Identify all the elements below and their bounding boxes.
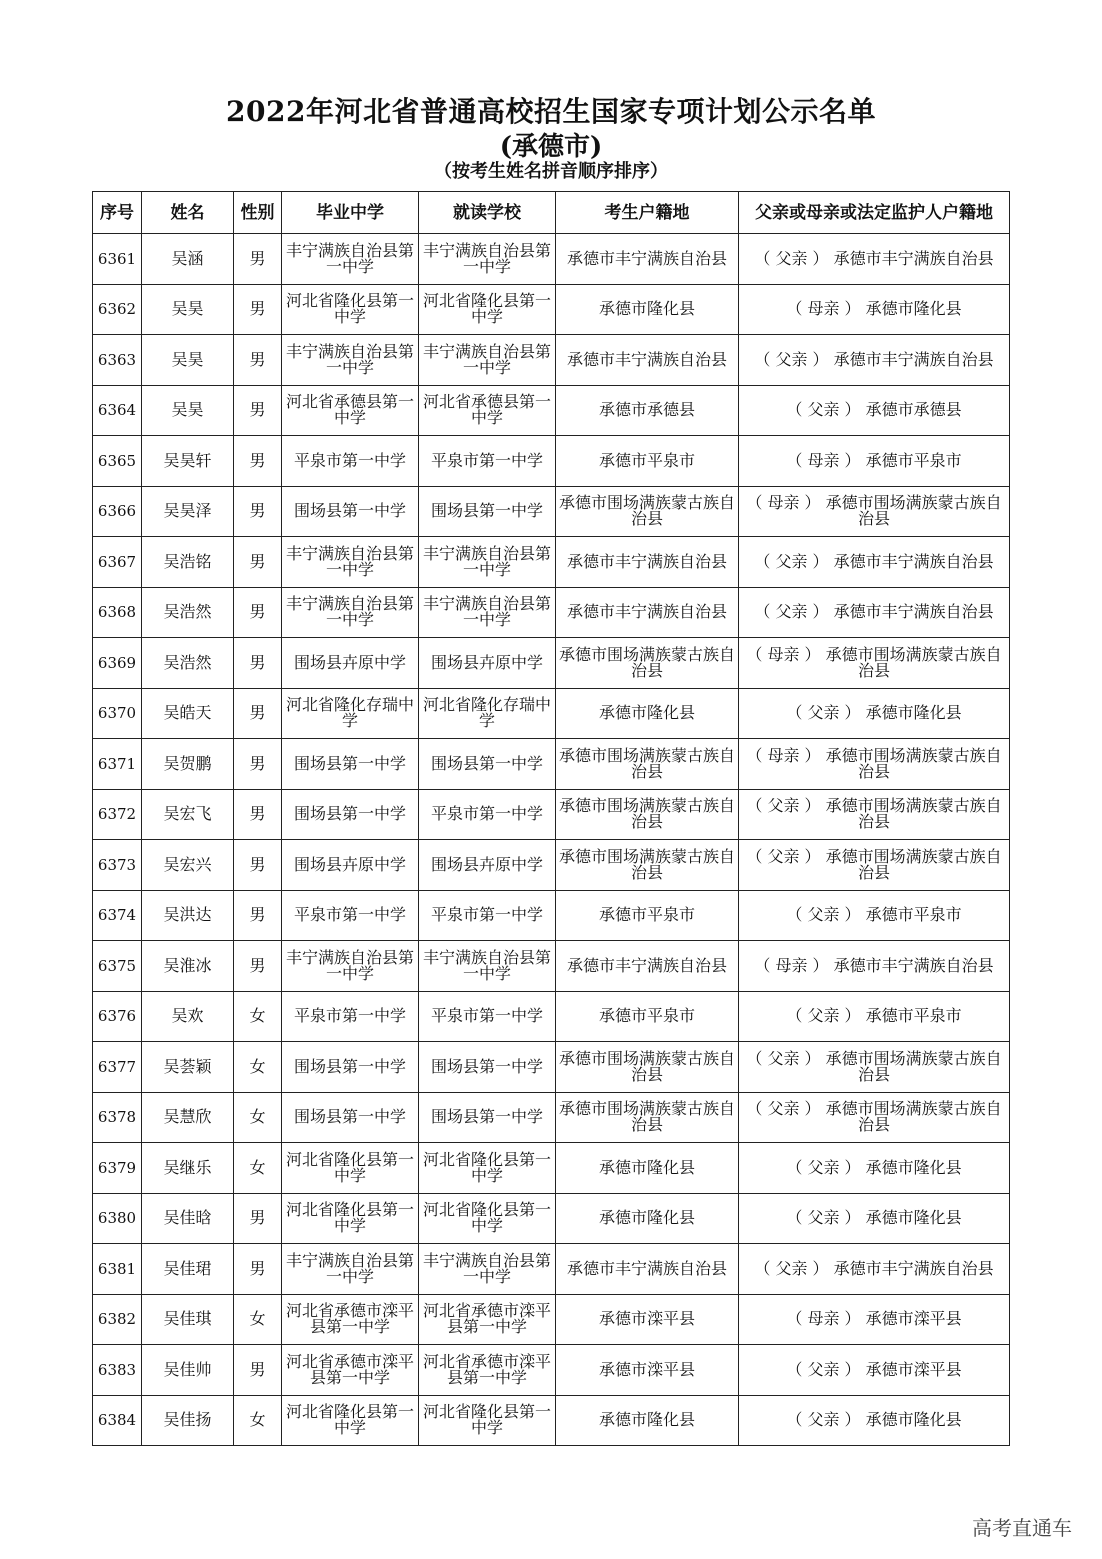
cell-graduation-school: 围场县第一中学: [282, 486, 419, 537]
cell-name: 吴浩然: [142, 638, 234, 689]
cell-index: 6383: [93, 1345, 142, 1396]
cell-current-school: 围场县第一中学: [419, 486, 556, 537]
cell-index: 6376: [93, 991, 142, 1042]
table-row: [93, 1294, 1010, 1345]
header-current-school: 就读学校: [419, 192, 556, 234]
cell-current-school: 河北省隆化县第一中学: [419, 284, 556, 335]
cell-graduation-school: 围场县第一中学: [282, 1042, 419, 1093]
sort-note: （按考生姓名拼音顺序排序）: [434, 161, 668, 182]
cell-gender: 男: [234, 1345, 282, 1396]
cell-household-registration: 承德市滦平县: [556, 1294, 739, 1345]
cell-guardian-registration: （ 父亲 ） 承德市丰宁满族自治县: [739, 1244, 1010, 1295]
cell-index: 6382: [93, 1294, 142, 1345]
cell-gender: 女: [234, 1092, 282, 1143]
cell-guardian-registration: （ 父亲 ） 承德市滦平县: [739, 1345, 1010, 1396]
roster-table: [92, 191, 1010, 1446]
cell-name: 吴荟颖: [142, 1042, 234, 1093]
table-row: [93, 941, 1010, 992]
cell-guardian-registration: （ 父亲 ） 承德市丰宁满族自治县: [739, 234, 1010, 285]
cell-graduation-school: 丰宁满族自治县第一中学: [282, 537, 419, 588]
cell-index: 6373: [93, 840, 142, 891]
cell-gender: 男: [234, 840, 282, 891]
cell-name: 吴宏兴: [142, 840, 234, 891]
header-household-registration: 考生户籍地: [556, 192, 739, 234]
cell-household-registration: 承德市围场满族蒙古族自治县: [556, 789, 739, 840]
cell-guardian-registration: （ 父亲 ） 承德市围场满族蒙古族自治县: [739, 1092, 1010, 1143]
cell-guardian-registration: （ 母亲 ） 承德市滦平县: [739, 1294, 1010, 1345]
cell-guardian-registration: （ 母亲 ） 承德市围场满族蒙古族自治县: [739, 486, 1010, 537]
cell-current-school: 丰宁满族自治县第一中学: [419, 1244, 556, 1295]
cell-guardian-registration: （ 父亲 ） 承德市围场满族蒙古族自治县: [739, 789, 1010, 840]
cell-gender: 男: [234, 587, 282, 638]
table-row: [93, 1193, 1010, 1244]
cell-guardian-registration: （ 父亲 ） 承德市隆化县: [739, 1193, 1010, 1244]
cell-gender: 男: [234, 335, 282, 386]
cell-current-school: 河北省隆化县第一中学: [419, 1193, 556, 1244]
table-row: [93, 1395, 1010, 1446]
cell-household-registration: 承德市平泉市: [556, 436, 739, 487]
cell-index: 6368: [93, 587, 142, 638]
cell-current-school: 平泉市第一中学: [419, 436, 556, 487]
cell-household-registration: 承德市丰宁满族自治县: [556, 335, 739, 386]
cell-name: 吴佳扬: [142, 1395, 234, 1446]
cell-current-school: 丰宁满族自治县第一中学: [419, 335, 556, 386]
cell-gender: 女: [234, 991, 282, 1042]
cell-guardian-registration: （ 父亲 ） 承德市丰宁满族自治县: [739, 537, 1010, 588]
cell-guardian-registration: （ 母亲 ） 承德市围场满族蒙古族自治县: [739, 739, 1010, 790]
cell-gender: 男: [234, 284, 282, 335]
cell-gender: 女: [234, 1042, 282, 1093]
cell-graduation-school: 河北省隆化县第一中学: [282, 284, 419, 335]
cell-current-school: 围场县第一中学: [419, 1042, 556, 1093]
cell-guardian-registration: （ 父亲 ） 承德市隆化县: [739, 1395, 1010, 1446]
page-title: 2022年河北省普通高校招生国家专项计划公示名单: [226, 95, 876, 128]
cell-current-school: 平泉市第一中学: [419, 789, 556, 840]
cell-current-school: 围场县卉原中学: [419, 840, 556, 891]
cell-guardian-registration: （ 母亲 ） 承德市平泉市: [739, 436, 1010, 487]
cell-guardian-registration: （ 父亲 ） 承德市丰宁满族自治县: [739, 335, 1010, 386]
cell-gender: 男: [234, 739, 282, 790]
cell-guardian-registration: （ 父亲 ） 承德市平泉市: [739, 991, 1010, 1042]
cell-gender: 男: [234, 789, 282, 840]
cell-guardian-registration: （ 母亲 ） 承德市围场满族蒙古族自治县: [739, 638, 1010, 689]
cell-index: 6369: [93, 638, 142, 689]
cell-household-registration: 承德市围场满族蒙古族自治县: [556, 739, 739, 790]
cell-current-school: 河北省隆化存瑞中学: [419, 688, 556, 739]
cell-index: 6371: [93, 739, 142, 790]
cell-gender: 男: [234, 1193, 282, 1244]
cell-index: 6374: [93, 890, 142, 941]
cell-graduation-school: 丰宁满族自治县第一中学: [282, 587, 419, 638]
cell-name: 吴昊: [142, 335, 234, 386]
cell-index: 6364: [93, 385, 142, 436]
header-name: 姓名: [142, 192, 234, 234]
cell-graduation-school: 河北省隆化县第一中学: [282, 1143, 419, 1194]
cell-name: 吴浩然: [142, 587, 234, 638]
cell-name: 吴佳晗: [142, 1193, 234, 1244]
table-row: [93, 688, 1010, 739]
cell-graduation-school: 围场县第一中学: [282, 739, 419, 790]
table-row: [93, 587, 1010, 638]
table-row: [93, 1092, 1010, 1143]
cell-current-school: 河北省承德县第一中学: [419, 385, 556, 436]
cell-graduation-school: 平泉市第一中学: [282, 436, 419, 487]
cell-graduation-school: 河北省隆化存瑞中学: [282, 688, 419, 739]
cell-household-registration: 承德市丰宁满族自治县: [556, 587, 739, 638]
cell-gender: 男: [234, 385, 282, 436]
cell-graduation-school: 河北省承德市滦平县第一中学: [282, 1294, 419, 1345]
table-row: [93, 1244, 1010, 1295]
cell-household-registration: 承德市围场满族蒙古族自治县: [556, 486, 739, 537]
cell-name: 吴昊: [142, 284, 234, 335]
cell-current-school: 围场县第一中学: [419, 739, 556, 790]
header-gender: 性别: [234, 192, 282, 234]
cell-guardian-registration: （ 母亲 ） 承德市隆化县: [739, 284, 1010, 335]
cell-household-registration: 承德市围场满族蒙古族自治县: [556, 638, 739, 689]
table-row: [93, 1345, 1010, 1396]
table-row: [93, 890, 1010, 941]
cell-current-school: 丰宁满族自治县第一中学: [419, 941, 556, 992]
cell-graduation-school: 河北省隆化县第一中学: [282, 1395, 419, 1446]
cell-name: 吴淮冰: [142, 941, 234, 992]
cell-household-registration: 承德市丰宁满族自治县: [556, 941, 739, 992]
cell-household-registration: 承德市平泉市: [556, 890, 739, 941]
cell-household-registration: 承德市丰宁满族自治县: [556, 537, 739, 588]
cell-graduation-school: 围场县卉原中学: [282, 638, 419, 689]
cell-index: 6379: [93, 1143, 142, 1194]
cell-guardian-registration: （ 父亲 ） 承德市围场满族蒙古族自治县: [739, 840, 1010, 891]
table-row: [93, 1143, 1010, 1194]
cell-gender: 男: [234, 688, 282, 739]
cell-index: 6384: [93, 1395, 142, 1446]
cell-index: 6363: [93, 335, 142, 386]
cell-index: 6362: [93, 284, 142, 335]
cell-current-school: 围场县卉原中学: [419, 638, 556, 689]
cell-household-registration: 承德市平泉市: [556, 991, 739, 1042]
table-row: [93, 537, 1010, 588]
cell-guardian-registration: （ 父亲 ） 承德市隆化县: [739, 688, 1010, 739]
table-row: [93, 739, 1010, 790]
cell-name: 吴皓天: [142, 688, 234, 739]
cell-graduation-school: 平泉市第一中学: [282, 991, 419, 1042]
table-row: [93, 638, 1010, 689]
cell-name: 吴洪达: [142, 890, 234, 941]
cell-current-school: 河北省承德市滦平县第一中学: [419, 1345, 556, 1396]
cell-graduation-school: 河北省承德县第一中学: [282, 385, 419, 436]
cell-graduation-school: 丰宁满族自治县第一中学: [282, 335, 419, 386]
cell-current-school: 丰宁满族自治县第一中学: [419, 537, 556, 588]
cell-gender: 男: [234, 486, 282, 537]
cell-graduation-school: 平泉市第一中学: [282, 890, 419, 941]
cell-name: 吴昊: [142, 385, 234, 436]
cell-gender: 男: [234, 638, 282, 689]
cell-household-registration: 承德市隆化县: [556, 1395, 739, 1446]
cell-graduation-school: 围场县第一中学: [282, 789, 419, 840]
cell-index: 6380: [93, 1193, 142, 1244]
header-graduation-school: 毕业中学: [282, 192, 419, 234]
table-row: [93, 234, 1010, 285]
cell-graduation-school: 丰宁满族自治县第一中学: [282, 234, 419, 285]
cell-guardian-registration: （ 父亲 ） 承德市隆化县: [739, 1143, 1010, 1194]
cell-name: 吴佳琪: [142, 1294, 234, 1345]
cell-name: 吴欢: [142, 991, 234, 1042]
cell-guardian-registration: （ 父亲 ） 承德市承德县: [739, 385, 1010, 436]
cell-gender: 女: [234, 1294, 282, 1345]
cell-name: 吴佳帅: [142, 1345, 234, 1396]
cell-name: 吴涵: [142, 234, 234, 285]
cell-name: 吴继乐: [142, 1143, 234, 1194]
cell-graduation-school: 丰宁满族自治县第一中学: [282, 941, 419, 992]
cell-gender: 女: [234, 1395, 282, 1446]
cell-current-school: 围场县第一中学: [419, 1092, 556, 1143]
cell-index: 6378: [93, 1092, 142, 1143]
cell-household-registration: 承德市滦平县: [556, 1345, 739, 1396]
table-row: [93, 436, 1010, 487]
cell-gender: 男: [234, 1244, 282, 1295]
cell-current-school: 丰宁满族自治县第一中学: [419, 234, 556, 285]
cell-name: 吴宏飞: [142, 789, 234, 840]
cell-household-registration: 承德市承德县: [556, 385, 739, 436]
cell-current-school: 河北省隆化县第一中学: [419, 1143, 556, 1194]
cell-name: 吴贺鹏: [142, 739, 234, 790]
cell-index: 6367: [93, 537, 142, 588]
cell-household-registration: 承德市隆化县: [556, 1143, 739, 1194]
cell-gender: 男: [234, 941, 282, 992]
cell-index: 6365: [93, 436, 142, 487]
cell-name: 吴昊泽: [142, 486, 234, 537]
cell-household-registration: 承德市丰宁满族自治县: [556, 1244, 739, 1295]
cell-current-school: 丰宁满族自治县第一中学: [419, 587, 556, 638]
cell-guardian-registration: （ 父亲 ） 承德市平泉市: [739, 890, 1010, 941]
cell-graduation-school: 围场县卉原中学: [282, 840, 419, 891]
cell-gender: 男: [234, 234, 282, 285]
cell-name: 吴佳珺: [142, 1244, 234, 1295]
table-row: [93, 840, 1010, 891]
cell-graduation-school: 围场县第一中学: [282, 1092, 419, 1143]
cell-current-school: 河北省隆化县第一中学: [419, 1395, 556, 1446]
cell-graduation-school: 丰宁满族自治县第一中学: [282, 1244, 419, 1295]
table-row: [93, 789, 1010, 840]
table-row: [93, 284, 1010, 335]
header-index: 序号: [93, 192, 142, 234]
cell-gender: 男: [234, 537, 282, 588]
cell-graduation-school: 河北省隆化县第一中学: [282, 1193, 419, 1244]
cell-index: 6366: [93, 486, 142, 537]
cell-index: 6381: [93, 1244, 142, 1295]
cell-name: 吴慧欣: [142, 1092, 234, 1143]
table-row: [93, 486, 1010, 537]
cell-household-registration: 承德市隆化县: [556, 688, 739, 739]
cell-name: 吴昊轩: [142, 436, 234, 487]
cell-gender: 女: [234, 1143, 282, 1194]
table-row: [93, 991, 1010, 1042]
cell-household-registration: 承德市隆化县: [556, 1193, 739, 1244]
cell-current-school: 平泉市第一中学: [419, 890, 556, 941]
table-row: [93, 385, 1010, 436]
cell-current-school: 河北省承德市滦平县第一中学: [419, 1294, 556, 1345]
cell-current-school: 平泉市第一中学: [419, 991, 556, 1042]
header-guardian-registration: 父亲或母亲或法定监护人户籍地: [739, 192, 1010, 234]
cell-gender: 男: [234, 436, 282, 487]
watermark: 高考直通车: [972, 1516, 1072, 1540]
cell-guardian-registration: （ 父亲 ） 承德市丰宁满族自治县: [739, 587, 1010, 638]
cell-index: 6361: [93, 234, 142, 285]
cell-household-registration: 承德市围场满族蒙古族自治县: [556, 1092, 739, 1143]
cell-household-registration: 承德市隆化县: [556, 284, 739, 335]
table-header-row: [93, 192, 1010, 234]
cell-gender: 男: [234, 890, 282, 941]
cell-household-registration: 承德市围场满族蒙古族自治县: [556, 840, 739, 891]
cell-index: 6375: [93, 941, 142, 992]
cell-guardian-registration: （ 母亲 ） 承德市丰宁满族自治县: [739, 941, 1010, 992]
cell-index: 6372: [93, 789, 142, 840]
cell-guardian-registration: （ 父亲 ） 承德市围场满族蒙古族自治县: [739, 1042, 1010, 1093]
cell-name: 吴浩铭: [142, 537, 234, 588]
cell-index: 6370: [93, 688, 142, 739]
cell-graduation-school: 河北省承德市滦平县第一中学: [282, 1345, 419, 1396]
table-row: [93, 335, 1010, 386]
cell-household-registration: 承德市围场满族蒙古族自治县: [556, 1042, 739, 1093]
page-subtitle: (承德市): [499, 132, 603, 162]
table-row: [93, 1042, 1010, 1093]
cell-household-registration: 承德市丰宁满族自治县: [556, 234, 739, 285]
cell-index: 6377: [93, 1042, 142, 1093]
